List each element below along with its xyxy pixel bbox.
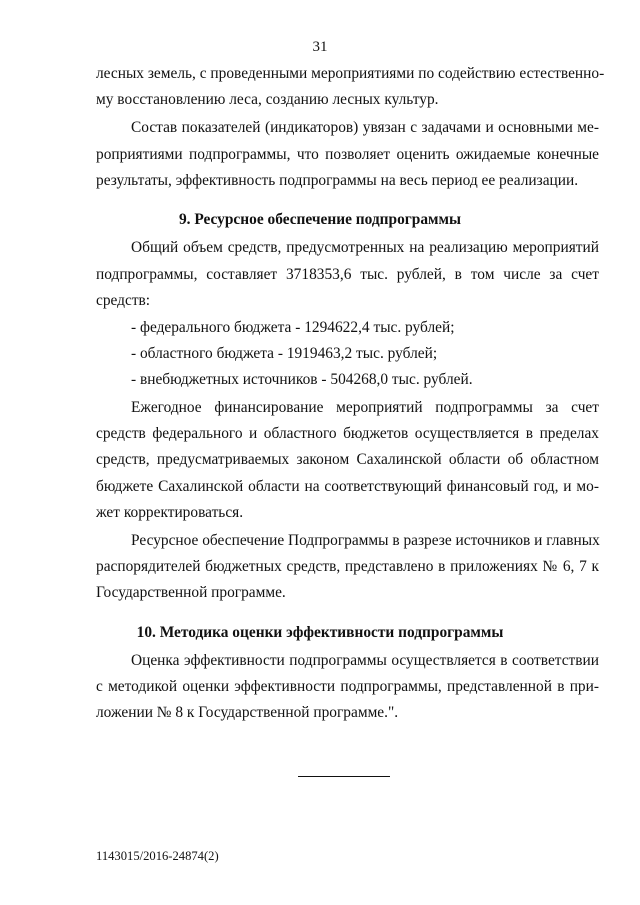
body-text-line: роприятиями подпрограммы, что позволяет оценить ожидаемые конечные xyxy=(96,146,599,163)
body-text-line: средств федерального и областного бюджетов осуществляется в пределах xyxy=(96,425,599,442)
divider xyxy=(298,776,390,777)
body-text-line: подпрограммы, составляет 3718353,6 тыс. рублей, в том числе за счет xyxy=(96,266,599,283)
list-item: - федерального бюджета - 1294622,4 тыс. рублей; xyxy=(131,319,455,336)
body-text-line: результаты, эффективность подпрограммы на весь период ее реализации. xyxy=(96,172,579,189)
body-text-line: бюджете Сахалинской области на соответствующий финансовый год, и мо- xyxy=(96,478,599,495)
body-text-line: Ежегодное финансирование мероприятий подпрограммы за счет xyxy=(131,399,599,416)
body-text-line: средств: xyxy=(96,292,151,309)
body-text-line: му восстановлению леса, созданию лесных культур. xyxy=(96,91,439,108)
section-heading-9: 9. Ресурсное обеспечение подпрограммы xyxy=(178,211,462,228)
document-code: 1143015/2016-24874(2) xyxy=(96,849,219,863)
body-text-line: ложении № 8 к Государственной программе.". xyxy=(96,704,399,721)
page-number: 31 xyxy=(312,39,328,55)
body-text-line: жет корректироваться. xyxy=(96,504,244,521)
body-text-line: с методикой оценки эффективности подпрограммы, представленной в при- xyxy=(96,678,599,695)
body-text-line: распорядителей бюджетных средств, представлено в приложениях № 6, 7 к xyxy=(96,558,599,575)
body-text-line: Общий объем средств, предусмотренных на реализацию мероприятий xyxy=(131,239,599,256)
body-text-line: средств, предусматриваемых законом Сахалинской области об областном xyxy=(96,451,599,468)
body-text-line: Ресурсное обеспечение Подпрограммы в разрезе источников и главных xyxy=(131,532,600,549)
body-text-line: лесных земель, с проведенными мероприятиями по содействию естественно- xyxy=(96,65,605,82)
list-item: - внебюджетных источников - 504268,0 тыс. рублей. xyxy=(131,371,473,388)
section-heading-10: 10. Методика оценки эффективности подпрограммы xyxy=(136,624,504,641)
body-text-line: Состав показателей (индикаторов) увязан с задачами и основными ме- xyxy=(131,119,599,136)
body-text-line: Государственной программе. xyxy=(96,584,286,601)
body-text-line: Оценка эффективности подпрограммы осуществляется в соответствии xyxy=(131,652,599,669)
list-item: - областного бюджета - 1919463,2 тыс. рублей; xyxy=(131,345,438,362)
